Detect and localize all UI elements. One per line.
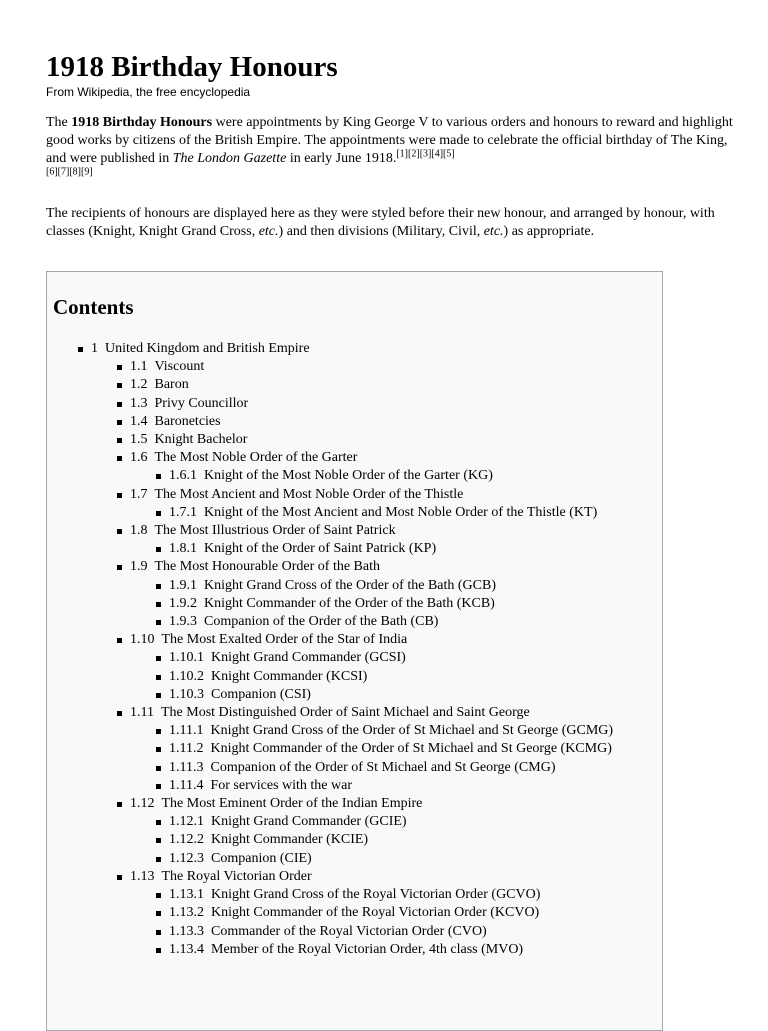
toc-item-text[interactable]: For services with the war <box>210 777 353 793</box>
recipients-text-3: ) as appropriate. <box>503 224 595 239</box>
toc-item-text[interactable]: Knight of the Most Ancient and Most Noble Order of the Thistle (KT) <box>204 504 598 520</box>
toc-item-number: 1.12.3 <box>169 850 204 866</box>
toc-item-number: 1.13.1 <box>169 887 204 903</box>
toc-item-number: 1.10.2 <box>169 668 204 684</box>
toc-item-text[interactable]: Knight Commander of the Royal Victorian Order (KCVO) <box>211 905 540 921</box>
toc-item-number: 1.9 <box>130 559 148 575</box>
toc-item[interactable] <box>47 850 613 868</box>
toc-item-number: 1.12 <box>130 796 155 812</box>
toc-item-text[interactable]: Knight Grand Commander (GCSI) <box>211 650 406 666</box>
toc-item-text[interactable]: Knight Commander of the Order of St Michael and St George (KCMG) <box>210 741 612 757</box>
toc-item[interactable] <box>47 486 613 504</box>
toc-item-number: 1.10.3 <box>169 686 204 702</box>
toc-item-number: 1.8 <box>130 523 148 539</box>
toc-item-number: 1.7.1 <box>169 504 197 520</box>
toc-item-text[interactable]: The Most Illustrious Order of Saint Patrick <box>154 523 396 539</box>
toc-item-text[interactable]: Knight Grand Cross of the Order of St Michael and St George (GCMG) <box>210 723 614 739</box>
toc-item[interactable] <box>47 431 613 449</box>
toc-item-text[interactable]: The Most Eminent Order of the Indian Empire <box>161 796 423 812</box>
toc-list <box>47 340 613 959</box>
toc-item-text[interactable]: Knight Grand Commander (GCIE) <box>211 814 407 830</box>
toc-item-number: 1.12.2 <box>169 832 204 848</box>
toc-item[interactable] <box>47 595 613 613</box>
toc-item-text[interactable]: The Most Distinguished Order of Saint Michael and Saint George <box>160 705 530 721</box>
toc-item-text[interactable]: Companion (CSI) <box>211 686 311 702</box>
toc-item[interactable] <box>47 649 613 667</box>
toc-item-text[interactable]: United Kingdom and British Empire <box>105 341 310 356</box>
toc-item[interactable] <box>47 777 613 795</box>
reference-2[interactable]: [2] <box>408 148 420 160</box>
page-title: 1918 Birthday Honours <box>46 51 338 83</box>
toc-item[interactable] <box>47 558 613 576</box>
recipients-etc-1: etc. <box>258 224 279 239</box>
toc-item-text[interactable]: Companion of the Order of St Michael and St George (CMG) <box>210 759 556 775</box>
toc-item-number: 1.2 <box>130 377 148 393</box>
london-gazette-link[interactable]: The London Gazette <box>172 151 287 166</box>
toc-item-number: 1.9.2 <box>169 595 197 611</box>
toc-item-number: 1.8.1 <box>169 541 197 557</box>
toc-item[interactable] <box>47 358 613 376</box>
toc-item-number: 1.1 <box>130 359 148 375</box>
recipients-text-2: ) and then divisions (Military, Civil, <box>278 224 484 239</box>
toc-item-number: 1.7 <box>130 486 148 502</box>
toc-item-number: 1.11.2 <box>169 741 204 757</box>
toc-item-text[interactable]: The Most Noble Order of the Garter <box>154 450 358 466</box>
toc-item-text[interactable]: Knight Grand Cross of the Order of the Bath (GCB) <box>204 577 497 593</box>
toc-item-text[interactable]: Privy Councillor <box>154 395 249 411</box>
toc-item-number: 1.6 <box>130 450 148 466</box>
toc-item[interactable] <box>47 540 613 558</box>
toc-item[interactable] <box>47 467 613 485</box>
toc-item[interactable] <box>47 413 613 431</box>
toc-item-number: 1.11.3 <box>169 759 204 775</box>
toc-item-text[interactable]: The Most Ancient and Most Noble Order of the Thistle <box>154 486 464 502</box>
toc-item-text[interactable]: Baron <box>154 377 189 393</box>
reference-9[interactable]: [9] <box>81 166 93 178</box>
toc-item[interactable] <box>47 886 613 904</box>
toc-item[interactable] <box>47 395 613 413</box>
recipients-text-1: The recipients of honours are displayed here as they were styled before their new honour, and arranged by honour, with classes (Knight, Knight Grand Cross, <box>46 206 715 239</box>
toc-item[interactable] <box>47 831 613 849</box>
toc-item-number: 1.9.1 <box>169 577 197 593</box>
toc-item-text[interactable]: Knight of the Most Noble Order of the Garter (KG) <box>204 468 493 484</box>
reference-7[interactable]: [7] <box>57 166 70 178</box>
toc-item[interactable] <box>47 613 613 631</box>
toc-item[interactable] <box>47 740 613 758</box>
toc-item[interactable] <box>47 923 613 941</box>
toc-item-number: 1.13.4 <box>169 941 204 957</box>
recipients-etc-2: etc. <box>483 224 504 239</box>
toc-item[interactable] <box>47 795 613 813</box>
toc-item-text[interactable]: The Most Exalted Order of the Star of India <box>161 632 408 648</box>
toc-item-number: 1.13 <box>130 868 155 884</box>
toc-item-number: 1.10 <box>130 632 155 648</box>
toc-item-text[interactable]: Member of the Royal Victorian Order, 4th class (MVO) <box>211 941 524 957</box>
reference-4[interactable]: [4] <box>431 148 444 160</box>
toc-item-text[interactable]: Knight Bachelor <box>154 432 248 448</box>
toc-item-number: 1.12.1 <box>169 814 204 830</box>
toc-item[interactable] <box>47 704 613 722</box>
toc-item[interactable] <box>47 722 613 740</box>
table-of-contents <box>46 271 663 1031</box>
toc-item-number: 1.5 <box>130 432 148 448</box>
toc-item-number: 1.11 <box>130 705 154 721</box>
intro-text-3: in early June 1918. <box>286 151 397 166</box>
toc-item[interactable] <box>47 631 613 649</box>
toc-item-number: 1.11.1 <box>169 723 204 739</box>
toc-item[interactable] <box>47 904 613 922</box>
toc-item[interactable] <box>47 340 613 358</box>
toc-item-text[interactable]: Knight Commander of the Order of the Bath (KCB) <box>204 595 495 611</box>
intro-text-1: The <box>46 115 72 130</box>
toc-item-number: 1.3 <box>130 395 148 411</box>
toc-item-number: 1.6.1 <box>169 468 197 484</box>
intro-bold-title: 1918 Birthday Honours <box>71 115 213 130</box>
toc-item-text[interactable]: Viscount <box>154 359 205 375</box>
toc-item-text[interactable]: Baronetcies <box>154 413 221 429</box>
toc-item-text[interactable]: Knight Commander (KCSI) <box>211 668 368 684</box>
site-tagline: From Wikipedia, the free encyclopedia <box>46 85 251 99</box>
recipients-paragraph <box>46 205 736 241</box>
toc-item[interactable] <box>47 668 613 686</box>
toc-item-text[interactable]: Knight Grand Cross of the Royal Victorian Order (GCVO) <box>211 887 541 903</box>
toc-item-number: 1.9.3 <box>169 614 197 630</box>
toc-item-text[interactable]: The Most Honourable Order of the Bath <box>154 559 380 575</box>
toc-item-text[interactable]: Knight Commander (KCIE) <box>211 832 369 848</box>
toc-item[interactable] <box>47 813 613 831</box>
toc-item[interactable] <box>47 449 613 467</box>
toc-item[interactable] <box>47 504 613 522</box>
toc-item[interactable] <box>47 868 613 886</box>
toc-item-number: 1.11.4 <box>169 777 204 793</box>
intro-paragraph <box>46 114 736 186</box>
toc-item-number: 1.13.2 <box>169 905 204 921</box>
toc-item[interactable] <box>47 941 613 959</box>
reference-6[interactable]: [6] <box>46 166 58 178</box>
toc-item-text[interactable]: Companion of the Order of the Bath (CB) <box>204 614 439 630</box>
toc-item[interactable] <box>47 522 613 540</box>
toc-item-text[interactable]: Companion (CIE) <box>211 850 312 866</box>
toc-item[interactable] <box>47 577 613 595</box>
toc-item-number: 1.10.1 <box>169 650 204 666</box>
toc-item-number: 1.4 <box>130 413 148 429</box>
toc-item[interactable] <box>47 759 613 777</box>
reference-3[interactable]: [3] <box>419 148 432 160</box>
reference-1[interactable]: [1] <box>396 148 409 160</box>
toc-item-text[interactable]: Knight of the Order of Saint Patrick (KP) <box>204 541 437 557</box>
intro-text-2: were appointments by King George V to various orders and honours to reward and highlight good works by citizens of the British Empire. The appointments were made to celebrate the official birthday of The King, and were published in <box>46 115 733 166</box>
toc-item-text[interactable]: The Royal Victorian Order <box>161 868 312 884</box>
toc-heading: Contents <box>53 295 134 319</box>
toc-item-number: 1 <box>91 341 98 356</box>
toc-item-text[interactable]: Commander of the Royal Victorian Order (CVO) <box>211 923 487 939</box>
reference-5[interactable]: [5] <box>443 148 455 160</box>
toc-item-number: 1.13.3 <box>169 923 204 939</box>
toc-item[interactable] <box>47 376 613 394</box>
toc-item[interactable] <box>47 686 613 704</box>
reference-8[interactable]: [8] <box>69 166 82 178</box>
